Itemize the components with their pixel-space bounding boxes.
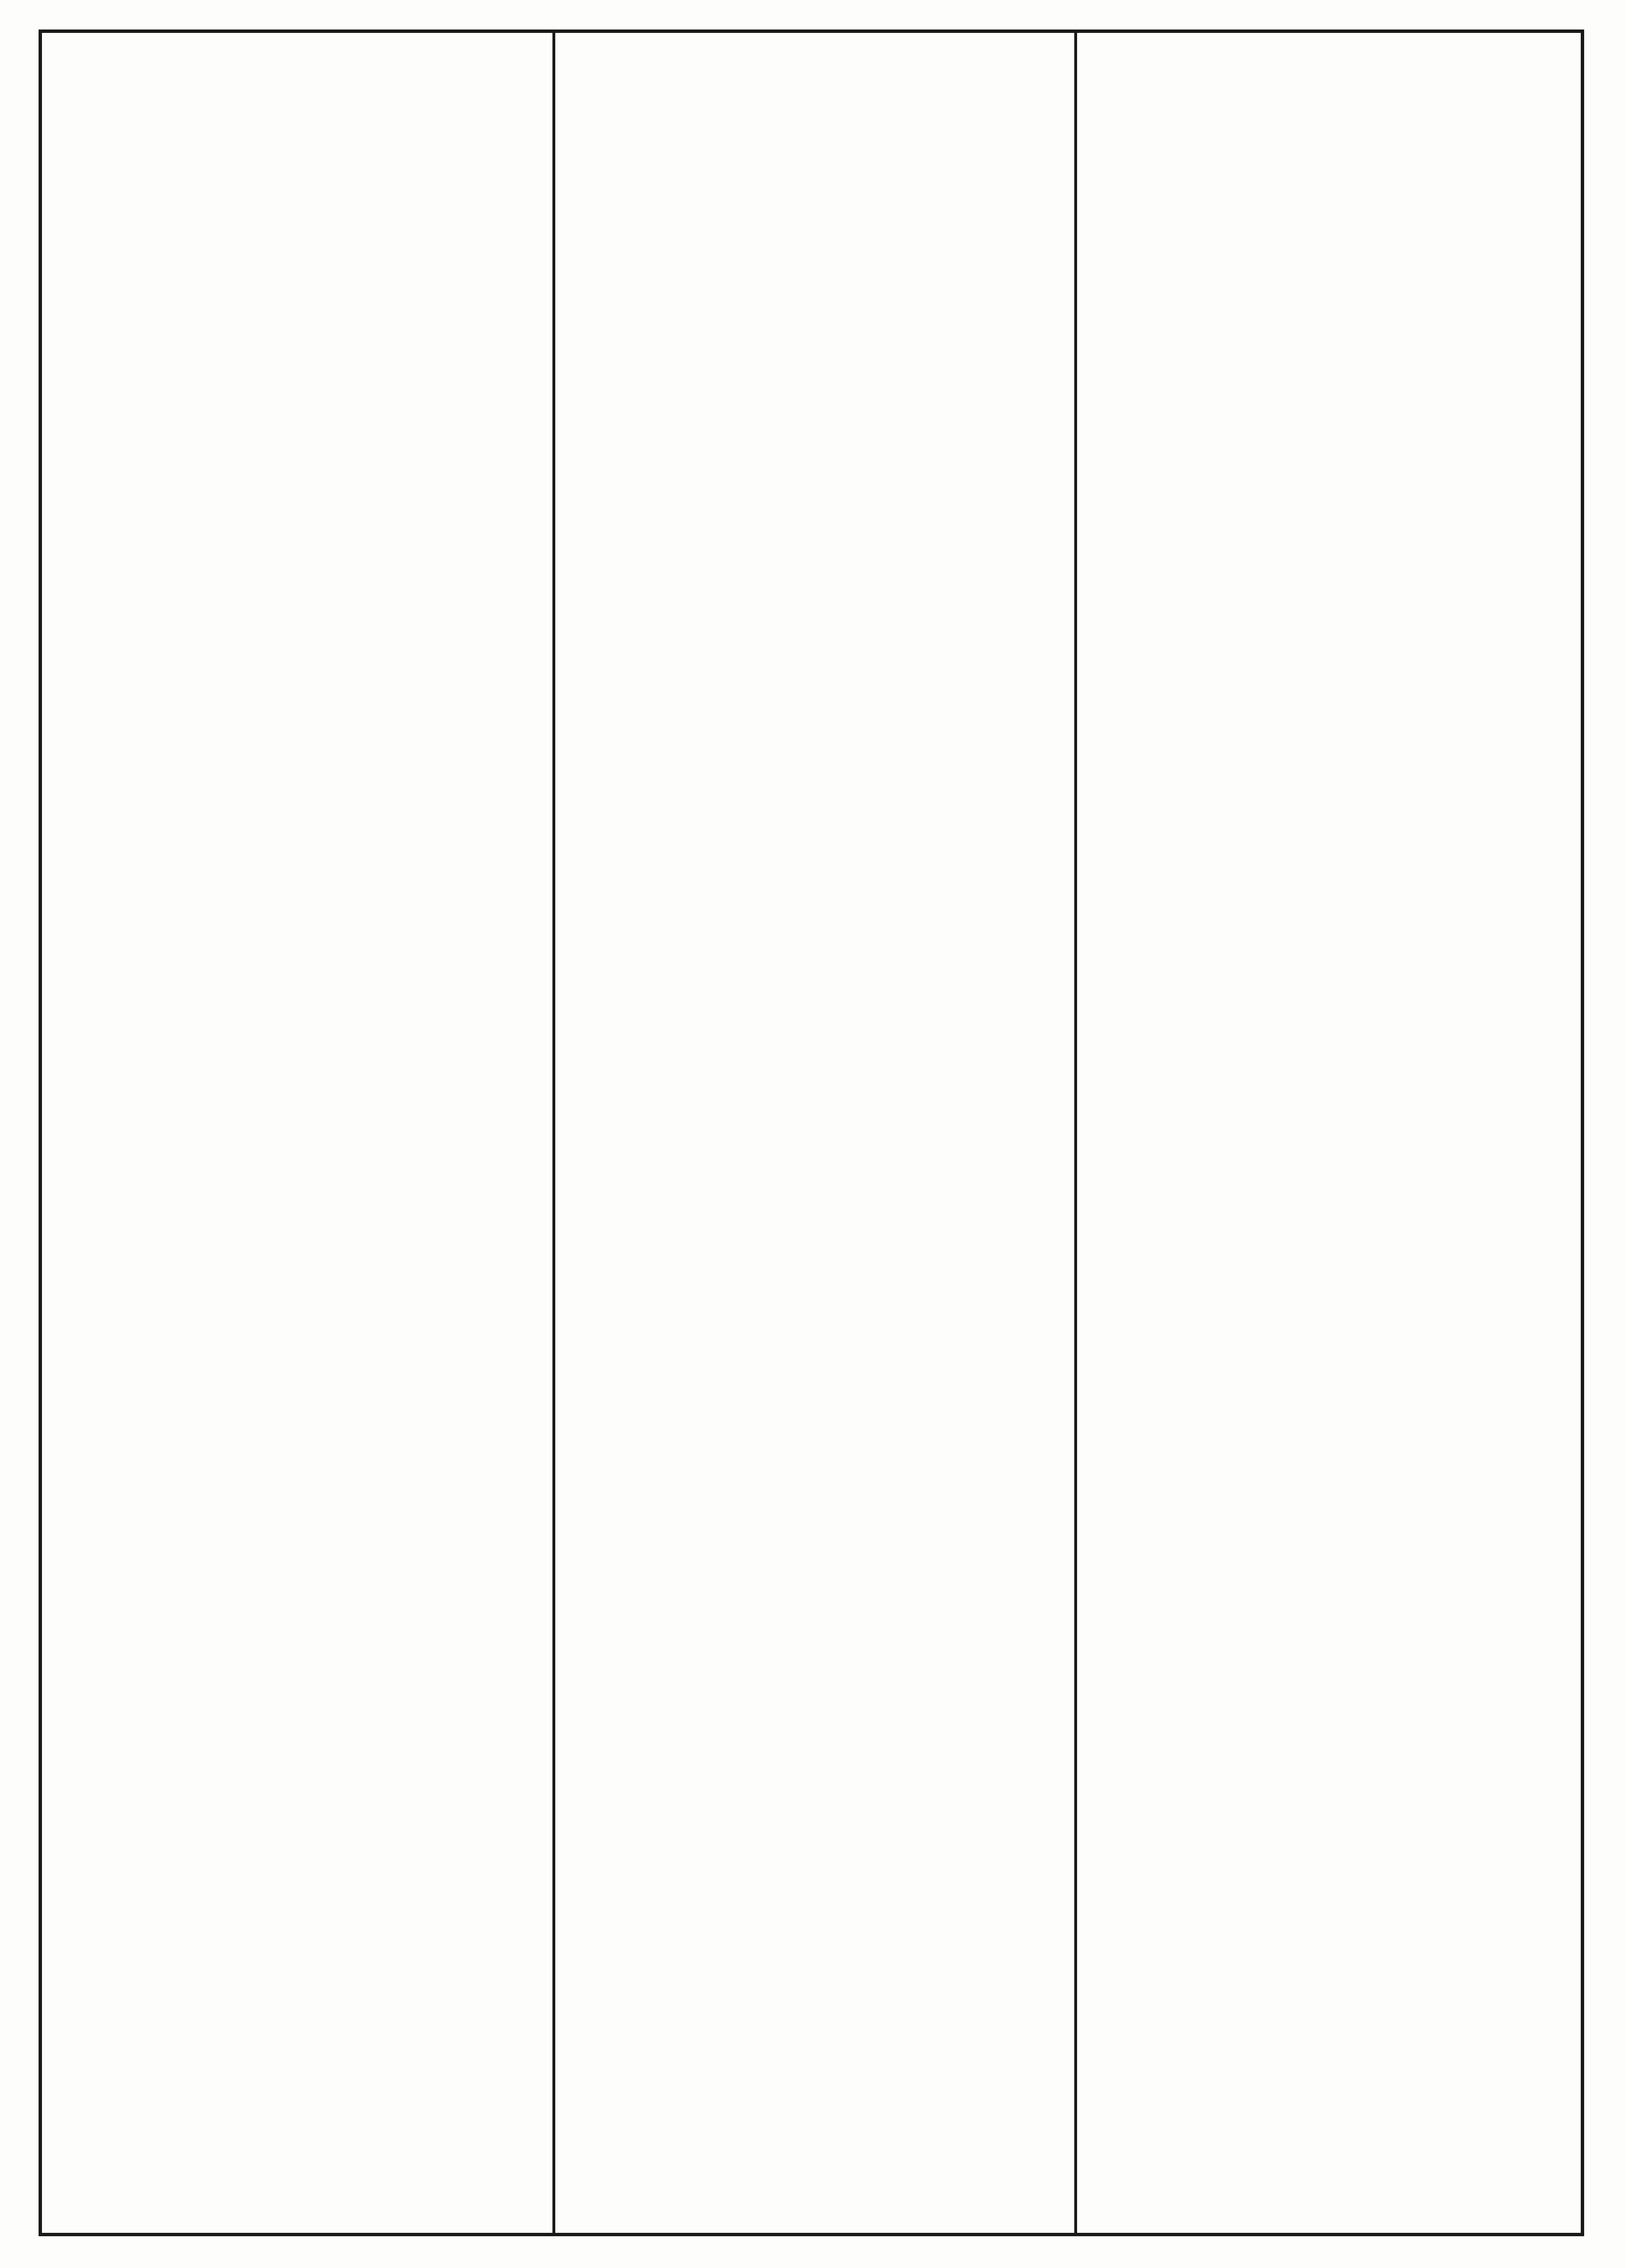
column-divider: [1074, 33, 1077, 2233]
column-divider: [552, 33, 555, 2233]
comparison-table: [39, 29, 1584, 2236]
